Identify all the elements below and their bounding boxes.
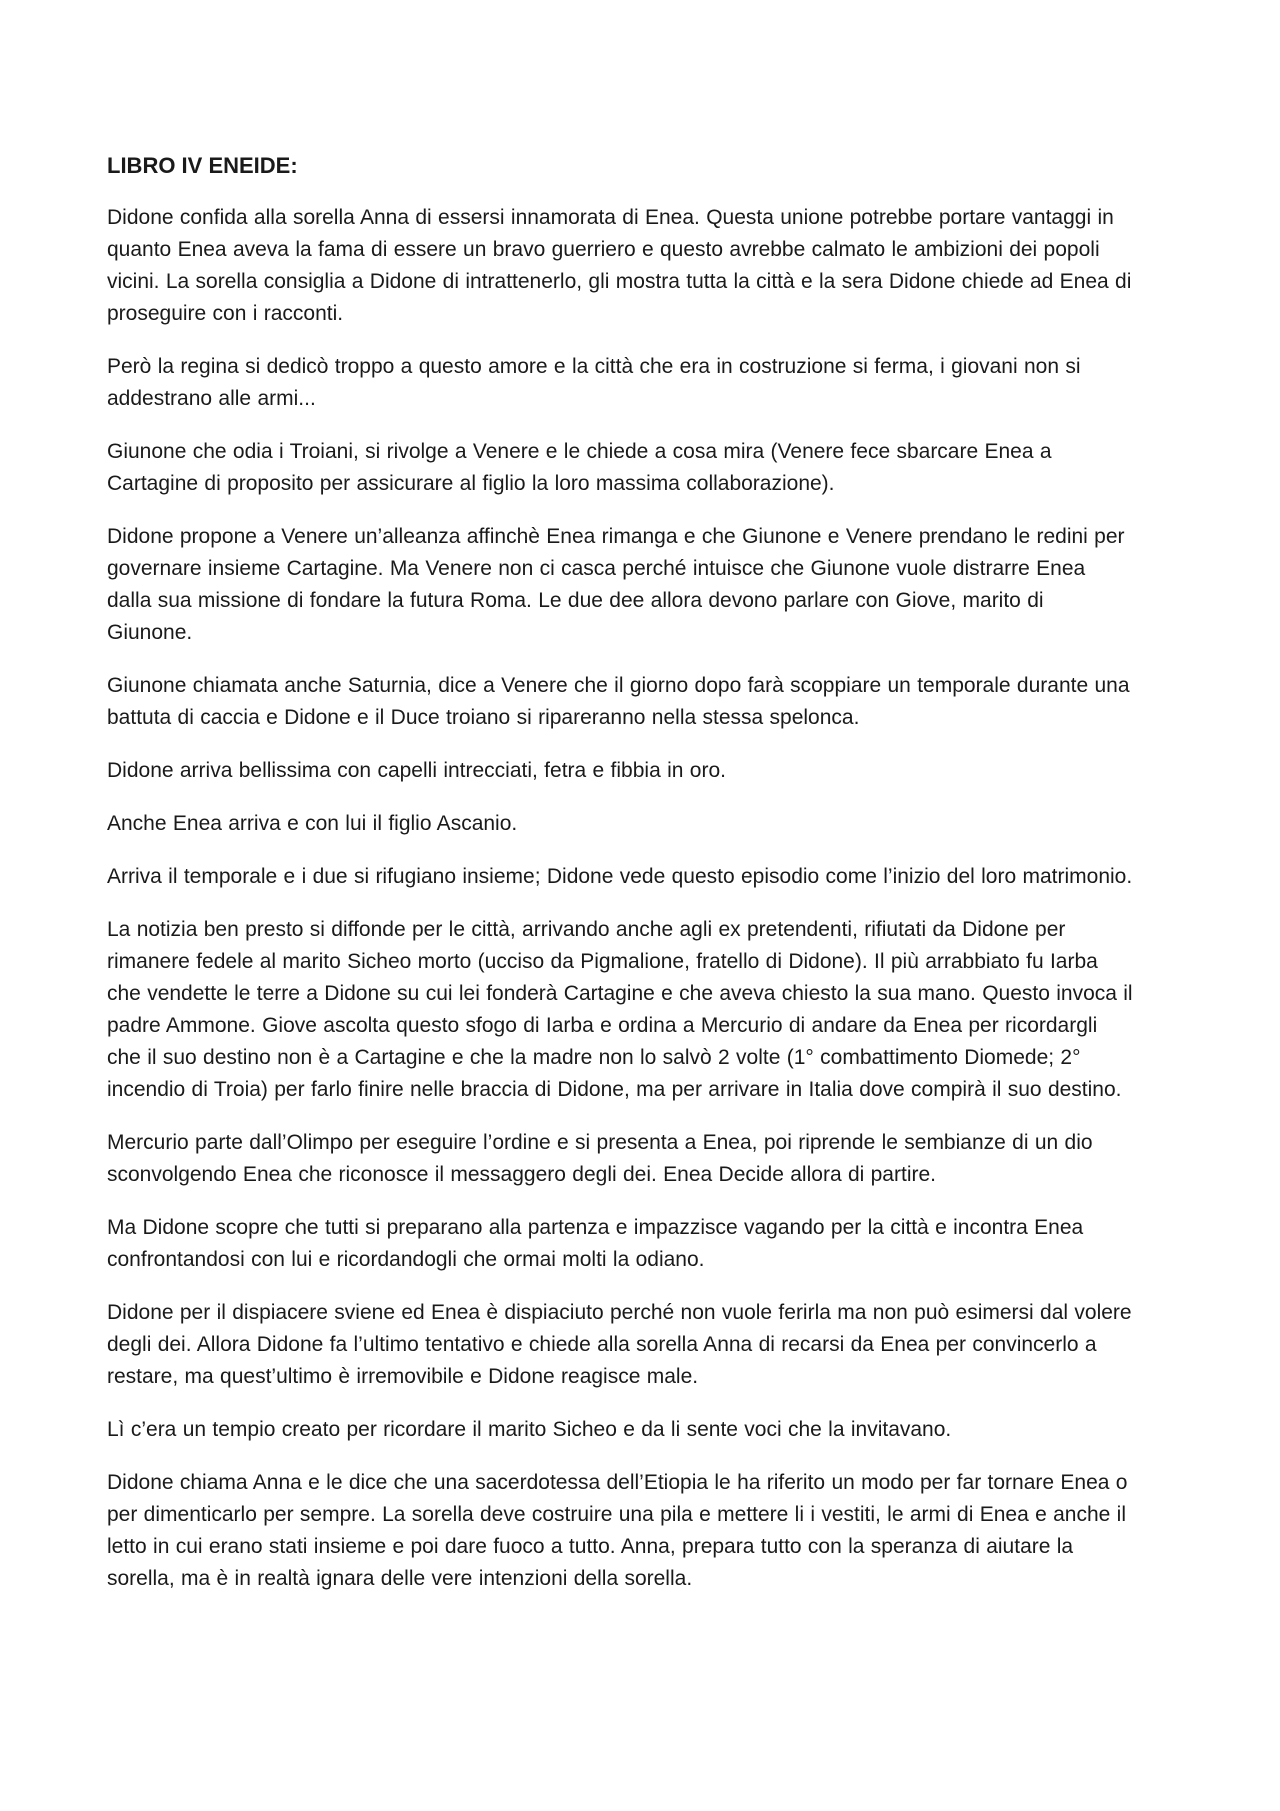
paragraph-6: Didone arriva bellissima con capelli intrecciati, fetra e fibbia in oro. [107, 759, 726, 782]
paragraph-5: Giunone chiamata anche Saturnia, dice a Venere che il giorno dopo farà scoppiare un temporale durante una battuta di caccia e Didone e il Duce troiano si ripareranno nella stessa spelonca. [107, 674, 1130, 729]
paragraph-11: Ma Didone scopre che tutti si preparano alla partenza e impazzisce vagando per la città e incontra Enea confrontandosi con lui e ricordandogli che ormai molti la odiano. [107, 1216, 1084, 1271]
paragraph-4: Didone propone a Venere un’alleanza affinchè Enea rimanga e che Giunone e Venere prendano le redini per governare insieme Cartagine. Ma Venere non ci casca perché intuisce che Giunone vuole distrarre Enea dalla sua missione di fondare la futura Roma. Le due dee allora devono parlare con Giove, marito di Giunone. [107, 525, 1125, 644]
paragraph-7: Anche Enea arriva e con lui il figlio Ascanio. [107, 812, 518, 835]
paragraph-1: Didone confida alla sorella Anna di essersi innamorata di Enea. Questa unione potrebbe portare vantaggi in quanto Enea aveva la fama di essere un bravo guerriero e questo avrebbe calmato le ambizioni dei popoli vicini. La sorella consiglia a Didone di intrattenerlo, gli mostra tutta la città e la sera Didone chiede ad Enea di proseguire con i racconti. [107, 206, 1132, 325]
paragraph-13: Lì c’era un tempio creato per ricordare il marito Sicheo e da li sente voci che la invitavano. [107, 1418, 952, 1441]
paragraph-9: La notizia ben presto si diffonde per le città, arrivando anche agli ex pretendenti, rifiutati da Didone per rimanere fedele al marito Sicheo morto (ucciso da Pigmalione, fratello di Didone). Il più arrabbiato fu Iarba che vendette le terre a Didone su cui lei fonderà Cartagine e che aveva chiesto la sua mano. Questo invoca il padre Ammone. Giove ascolta questo sfogo di Iarba e ordina a Mercurio di andare da Enea per ricordargli che il suo destino non è a Cartagine e che la madre non lo salvò 2 volte (1° combattimento Diomede; 2° incendio di Troia) per farlo finire nelle braccia di Didone, ma per arrivare in Italia dove compirà il suo destino. [107, 918, 1133, 1101]
paragraph-12: Didone per il dispiacere sviene ed Enea è dispiaciuto perché non vuole ferirla ma non può esimersi dal volere degli dei. Allora Didone fa l’ultimo tentativo e chiede alla sorella Anna di recarsi da Enea per convincerlo a restare, ma quest’ultimo è irremovibile e Didone reagisce male. [107, 1301, 1132, 1388]
paragraph-14: Didone chiama Anna e le dice che una sacerdotessa dell’Etiopia le ha riferito un modo per far tornare Enea o per dimenticarlo per sempre. La sorella deve costruire una pila e mettere li i vestiti, le armi di Enea e anche il letto in cui erano stati insieme e poi dare fuoco a tutto. Anna, prepara tutto con la speranza di aiutare la sorella, ma è in realtà ignara delle vere intenzioni della sorella. [107, 1471, 1128, 1590]
paragraph-8: Arriva il temporale e i due si rifugiano insieme; Didone vede questo episodio come l’inizio del loro matrimonio. [107, 865, 1133, 888]
paragraph-10: Mercurio parte dall’Olimpo per eseguire l’ordine e si presenta a Enea, poi riprende le sembianze di un dio sconvolgendo Enea che riconosce il messaggero degli dei. Enea Decide allora di partire. [107, 1131, 1093, 1186]
paragraph-3: Giunone che odia i Troiani, si rivolge a Venere e le chiede a cosa mira (Venere fece sbarcare Enea a Cartagine di proposito per assicurare al figlio la loro massima collaborazione). [107, 440, 1052, 495]
paragraph-2: Però la regina si dedicò troppo a questo amore e la città che era in costruzione si ferma, i giovani non si addestrano alle armi... [107, 355, 1081, 410]
document-title: LIBRO IV ENEIDE: [107, 153, 298, 178]
